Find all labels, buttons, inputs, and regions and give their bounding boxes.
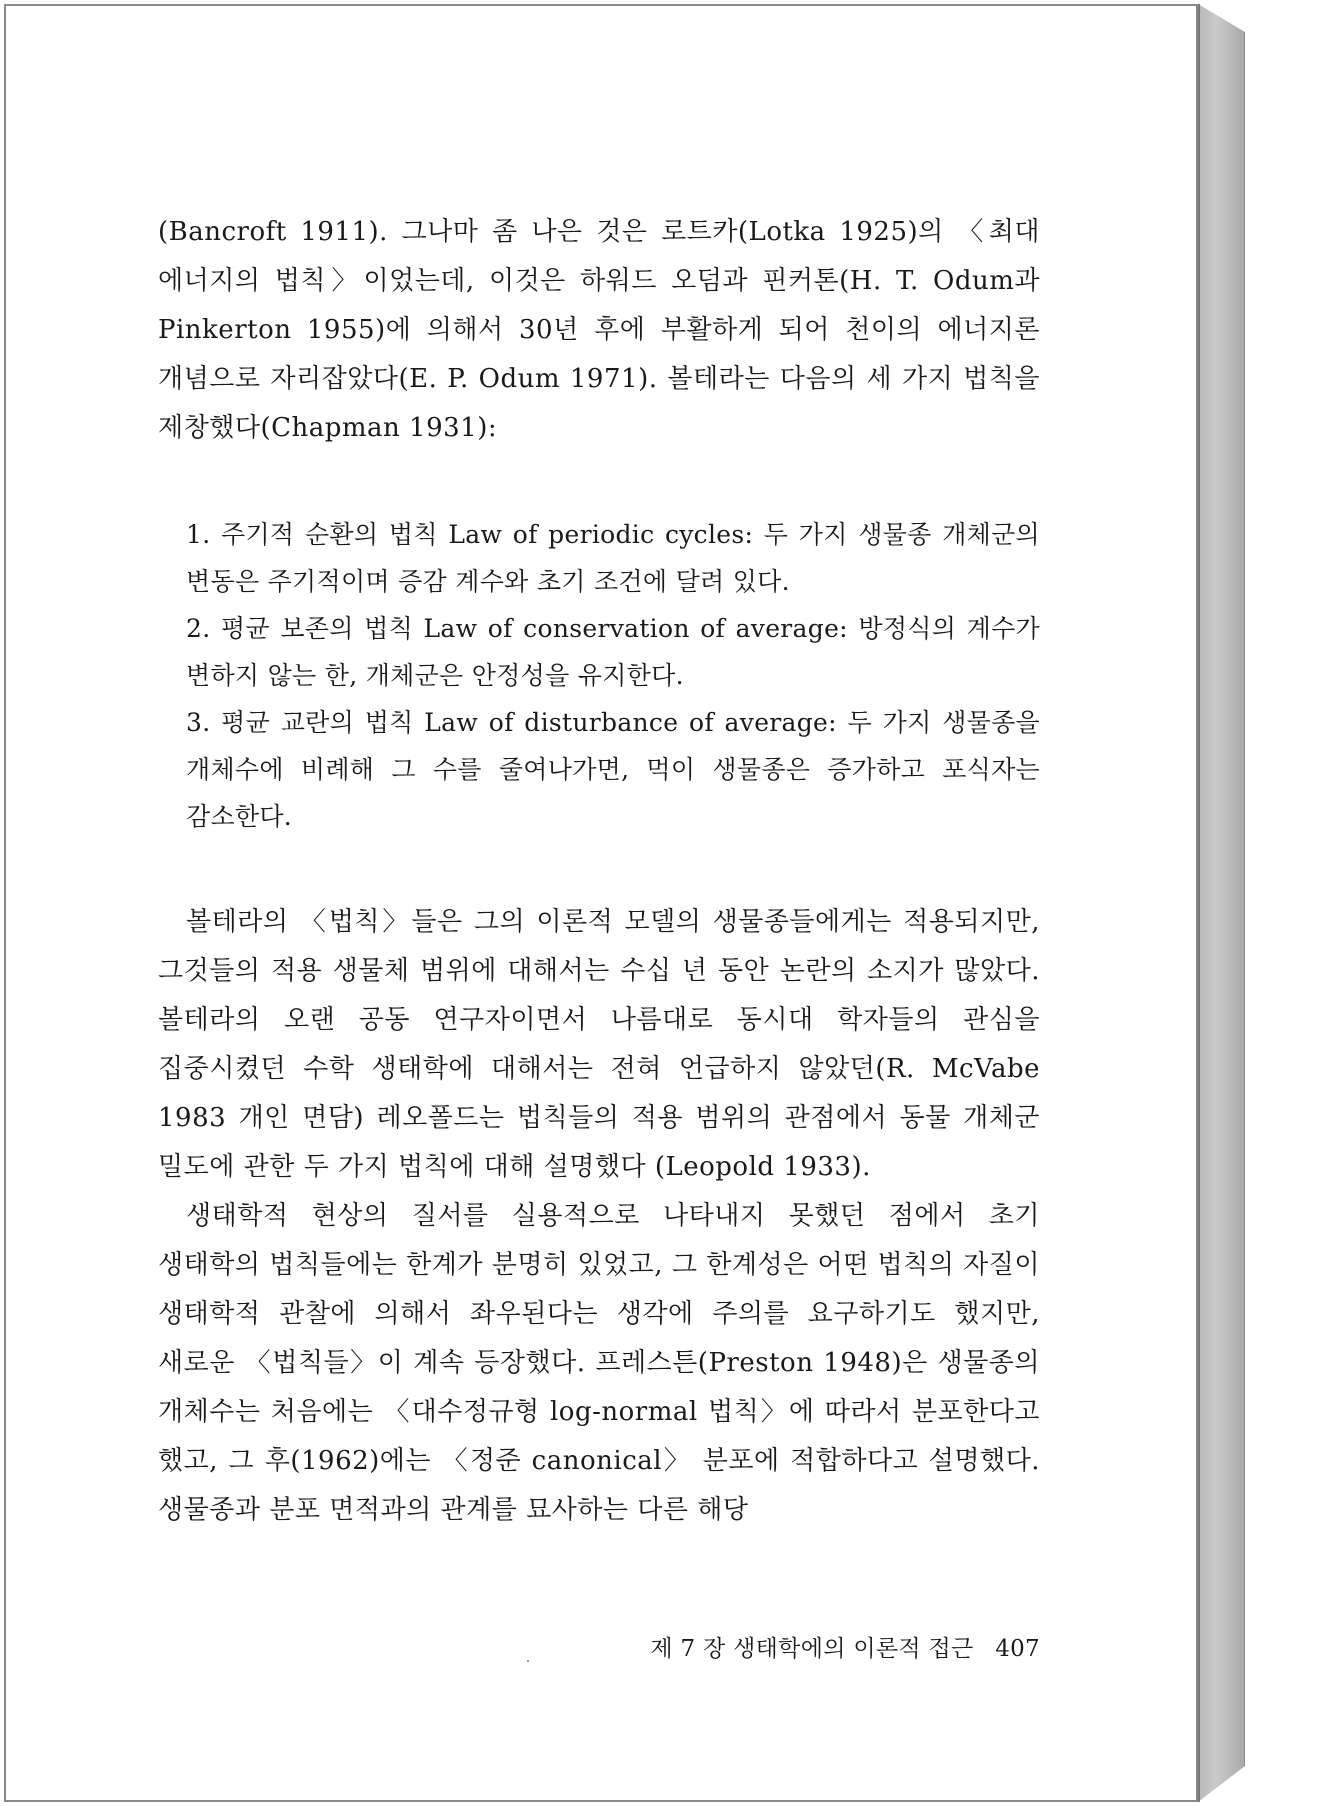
intro-paragraph: (Bancroft 1911). 그나마 좀 나은 것은 로트카(Lotka 1925)의 〈최대 에너지의 법칙〉이었는데, 이것은 하워드 오덤과 핀커톤(H. T. Odum과 Pinkerton 1955)에 의해서 30년 후에 부활하게 되어 천이의 에너지론 개념으로 자리잡았다(E. P. Odum 1971). 볼테라는 다음의 세 가지 법칙을 제창했다(Chapman 1931): xyxy=(158,217,1040,443)
scan-speck xyxy=(527,1660,529,1662)
law-item-2 xyxy=(158,605,1040,699)
volterra-laws-list xyxy=(158,511,1040,840)
law-text: 평균 교란의 법칙 Law of disturbance of average: 두 가지 생물종을 개체수에 비례해 그 수를 줄여나가면, 먹이 생물종은 증가하고 포식자는 감소한다. xyxy=(186,708,1041,831)
page-edge-line xyxy=(1198,4,1200,1802)
law-item-3 xyxy=(158,699,1040,840)
law-number: 2. xyxy=(186,614,211,643)
law-text: 주기적 순환의 법칙 Law of periodic cycles: 두 가지 생물종 개체군의 변동은 주기적이며 증감 계수와 초기 조건에 달려 있다. xyxy=(186,520,1040,596)
page-number: 407 xyxy=(995,1636,1040,1662)
law-number: 1. xyxy=(186,520,211,549)
law-item-1 xyxy=(158,511,1040,605)
page-stack-edge xyxy=(1198,4,1245,1802)
chapter-title: 제 7 장 생태학에의 이론적 접근 xyxy=(650,1636,974,1662)
page-footer xyxy=(640,1630,1040,1663)
body-paragraph-2: 생태학적 현상의 질서를 실용적으로 나타내지 못했던 점에서 초기 생태학의 법칙들에는 한계가 분명히 있었고, 그 한계성은 어떤 법칙의 자질이 생태학적 관찰에 의해서 좌우된다는 생각에 주의를 요구하기도 했지만, 새로운 〈법칙들〉이 계속 등장했다. 프레스튼(Preston 1948)은 생물종의 개체수는 처음에는 〈대수정규형 log-normal 법칙〉에 따라서 분포한다고 했고, 그 후(1962)에는 〈정준 canonical〉 분포에 적합하다고 설명했다. 생물종과 분포 면적과의 관계를 묘사하는 다른 해당 xyxy=(158,1201,1040,1525)
page-body xyxy=(158,208,1040,1535)
law-text: 평균 보존의 법칙 Law of conservation of average: 방정식의 계수가 변하지 않는 한, 개체군은 안정성을 유지한다. xyxy=(186,614,1040,690)
law-number: 3. xyxy=(186,708,211,737)
body-paragraph-1: 볼테라의 〈법칙〉들은 그의 이론적 모델의 생물종들에게는 적용되지만, 그것들의 적용 생물체 범위에 대해서는 수십 년 동안 논란의 소지가 많았다. 볼테라의 오랜 공동 연구자이면서 나름대로 동시대 학자들의 관심을 집중시켰던 수학 생태학에 대해서는 전혀 언급하지 않았던(R. McVabe 1983 개인 면담) 레오폴드는 법칙들의 적용 범위의 관점에서 동물 개체군 밀도에 관한 두 가지 법칙에 대해 설명했다 (Leopold 1933). xyxy=(158,907,1040,1182)
